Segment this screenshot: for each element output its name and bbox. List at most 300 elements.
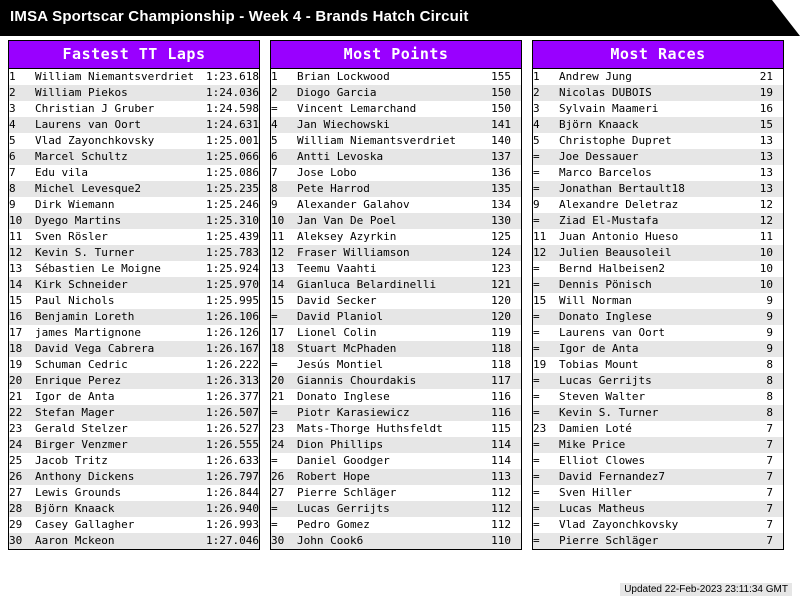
table-row [9,357,259,373]
row-driver-name: Lucas Gerrijts [297,501,477,517]
row-position: = [533,501,559,517]
row-value: 7 [766,422,773,435]
table-row [9,101,259,117]
row-position: 2 [271,85,297,101]
row-position: 2 [9,85,35,101]
row-value: 1:25.439 [206,230,259,243]
row-value: 10 [759,262,773,275]
table-row [271,373,521,389]
row-driver-name: Juan Antonio Hueso [559,230,679,243]
row-position: 24 [9,437,35,453]
table-row [271,293,521,309]
row-value: 1:26.797 [197,469,259,485]
table-row [9,437,259,453]
row-position: 7 [271,166,278,179]
row-position: = [533,486,540,499]
table-row [9,341,259,357]
row-position: 22 [9,405,35,421]
row-position: 6 [271,149,297,165]
row-driver-name: Antti Levoska [297,149,477,165]
row-position: 4 [9,117,35,133]
table-row [533,533,783,549]
row-driver-name: Vincent Lemarchand [297,102,417,115]
row-position: = [533,341,559,357]
table-row [271,533,521,549]
row-value: 120 [477,309,521,325]
row-value: 1:25.246 [206,198,259,211]
row-value: 1:26.126 [206,326,259,339]
row-value: 1:25.783 [197,245,259,261]
row-driver-name: Andrew Jung [559,70,632,83]
row-driver-name: Igor de Anta [559,341,739,357]
row-value: 118 [491,358,511,371]
row-value: 112 [491,486,511,499]
row-position: 15 [533,294,547,307]
row-position: = [533,309,559,325]
row-position: = [533,326,540,339]
row-value: 1:26.940 [197,501,259,517]
row-driver-name: Alexandre Deletraz [559,198,679,211]
table-row [533,101,783,117]
table-row [9,533,259,549]
row-position: 20 [271,373,297,389]
row-driver-name: Mike Price [559,437,739,453]
row-value: 13 [759,134,773,147]
row-driver-name: Dirk Wiemann [35,198,115,211]
row-value: 10 [739,245,783,261]
table-row [271,101,521,117]
row-driver-name: Stefan Mager [35,405,197,421]
table-row [9,229,259,245]
row-position: = [533,405,559,421]
row-driver-name: Aaron Mckeon [35,533,197,549]
row-value: 1:25.086 [206,166,259,179]
row-value: 115 [491,422,511,435]
row-value: 12 [739,213,783,229]
table-row [9,517,259,533]
row-value: 1:26.106 [197,309,259,325]
row-position: 26 [271,469,297,485]
row-value: 11 [759,230,773,243]
row-value: 116 [491,390,511,403]
table-row [9,197,259,213]
row-position: = [271,501,297,517]
row-position: 10 [9,213,35,229]
row-position: = [533,166,540,179]
row-value: 1:27.046 [197,533,259,549]
row-driver-name: Jacob Tritz [35,454,108,467]
row-position: 1 [533,70,540,83]
table-row [9,165,259,181]
table-row [9,117,259,133]
row-driver-name: Laurens van Oort [559,326,665,339]
table-row [533,165,783,181]
table-row [271,245,521,261]
row-driver-name: David Vega Cabrera [35,341,197,357]
row-value: 150 [491,102,511,115]
row-driver-name: Brian Lockwood [297,70,390,83]
row-position: 21 [9,390,23,403]
table-row [9,133,259,149]
row-value: 140 [491,134,511,147]
updated-timestamp: Updated 22-Feb-2023 23:11:34 GMT [620,583,792,596]
row-position: 28 [9,501,35,517]
row-value: 9 [766,294,773,307]
table-row [533,229,783,245]
row-driver-name: Jan Wiechowski [297,117,477,133]
table-row [533,261,783,277]
row-position: = [271,358,278,371]
row-driver-name: Jesús Montiel [297,358,384,371]
row-value: 13 [739,181,783,197]
table-row [9,469,259,485]
table-row [271,453,521,469]
table-most-races [533,69,783,549]
row-value: 112 [491,518,511,531]
table-row [533,373,783,389]
row-position: 27 [9,486,23,499]
table-row [271,149,521,165]
panel-most-races [532,40,784,550]
row-value: 1:25.995 [206,294,259,307]
row-value: 1:25.970 [197,277,259,293]
table-row [533,277,783,293]
row-position: = [533,518,540,531]
row-driver-name: William Niemantsverdriet [297,134,456,147]
table-row [533,213,783,229]
row-position: = [533,469,559,485]
row-value: 7 [766,486,773,499]
table-row [533,309,783,325]
row-driver-name: Lionel Colin [297,326,377,339]
panel-title-fastest-tt-laps: Fastest TT Laps [9,41,259,69]
row-driver-name: Edu vila [35,166,88,179]
row-position: = [271,405,297,421]
row-value: 7 [766,454,773,467]
table-row [271,341,521,357]
table-row [533,245,783,261]
row-driver-name: Mats-Thorge Huthsfeldt [297,422,443,435]
table-row [533,341,783,357]
row-value: 118 [477,341,521,357]
table-row [533,357,783,373]
row-position: = [533,454,540,467]
corner-cut-decoration [772,0,800,36]
row-position: 21 [271,390,285,403]
row-value: 1:23.618 [206,70,259,83]
row-position: 10 [271,213,297,229]
row-position: = [533,533,559,549]
row-position: 4 [271,117,297,133]
table-row [9,309,259,325]
row-value: 130 [477,213,521,229]
row-driver-name: Dion Phillips [297,437,477,453]
table-row [271,165,521,181]
table-row [271,501,521,517]
row-driver-name: Ziad El-Mustafa [559,213,739,229]
page-title: IMSA Sportscar Championship - Week 4 - Brands Hatch Circuit [10,8,469,25]
table-row [271,85,521,101]
row-position: 14 [9,277,35,293]
row-position: 26 [9,469,35,485]
row-position: 5 [9,134,16,147]
table-row [533,421,783,437]
row-driver-name: Damien Loté [559,422,632,435]
row-position: 5 [271,134,278,147]
row-position: 5 [533,134,540,147]
row-position: 9 [9,198,16,211]
row-driver-name: Elliot Clowes [559,454,646,467]
row-driver-name: Robert Hope [297,469,477,485]
row-driver-name: Tobias Mount [559,358,639,371]
row-value: 150 [477,85,521,101]
row-position: 4 [533,117,559,133]
table-row [271,469,521,485]
row-value: 1:26.993 [206,518,259,531]
row-value: 1:25.066 [197,149,259,165]
row-value: 134 [491,198,511,211]
table-row [271,357,521,373]
row-driver-name: Pierre Schläger [559,533,739,549]
row-value: 141 [477,117,521,133]
table-row [9,325,259,341]
row-driver-name: Teemu Vaahti [297,262,377,275]
row-driver-name: Laurens van Oort [35,117,197,133]
row-position: 9 [271,198,278,211]
table-row [533,405,783,421]
row-position: = [533,213,559,229]
table-row [271,133,521,149]
table-row [533,133,783,149]
row-value: 1:24.036 [197,85,259,101]
row-value: 1:25.924 [206,262,259,275]
table-row [9,485,259,501]
row-driver-name: Björn Knaack [559,117,739,133]
row-value: 8 [739,373,783,389]
row-value: 136 [491,166,511,179]
table-row [271,405,521,421]
row-driver-name: Piotr Karasiewicz [297,405,477,421]
row-position: 9 [533,198,540,211]
row-driver-name: David Secker [297,294,377,307]
table-row [271,421,521,437]
row-position: 24 [271,437,297,453]
row-driver-name: Björn Knaack [35,501,197,517]
row-value: 1:26.555 [197,437,259,453]
row-driver-name: Jose Lobo [297,166,357,179]
row-position: 17 [271,326,285,339]
row-driver-name: Julien Beausoleil [559,245,739,261]
table-row [533,117,783,133]
table-row [533,293,783,309]
row-value: 9 [739,309,783,325]
table-row [533,485,783,501]
row-value: 125 [491,230,511,243]
row-position: 30 [271,533,297,549]
row-value: 8 [739,405,783,421]
row-driver-name: Alexander Galahov [297,198,410,211]
row-position: 7 [9,166,16,179]
row-driver-name: Pierre Schläger [297,486,397,499]
row-driver-name: Joe Dessauer [559,149,739,165]
table-row [9,421,259,437]
row-value: 112 [477,501,521,517]
row-driver-name: Pete Harrod [297,181,477,197]
row-driver-name: Dennis Pönisch [559,277,739,293]
row-position: 14 [271,277,297,293]
table-row [9,277,259,293]
table-row [271,325,521,341]
row-driver-name: Pedro Gomez [297,518,370,531]
table-body-fastest-tt-laps [9,69,259,549]
table-row [9,453,259,469]
row-value: 121 [477,277,521,293]
row-position: 13 [9,262,23,275]
table-row [9,373,259,389]
row-driver-name: Vlad Zayonchkovsky [35,134,155,147]
row-value: 19 [739,85,783,101]
row-value: 120 [491,294,511,307]
row-position: = [271,518,278,531]
row-driver-name: Gianluca Belardinelli [297,277,477,293]
row-position: 3 [533,102,540,115]
row-value: 9 [739,341,783,357]
table-row [271,197,521,213]
row-value: 116 [477,405,521,421]
row-position: 11 [9,230,23,243]
row-value: 1:26.222 [206,358,259,371]
table-most-points [271,69,521,549]
row-driver-name: Gerald Stelzer [35,422,128,435]
row-position: 23 [9,422,23,435]
row-value: 1:25.235 [197,181,259,197]
table-row [533,85,783,101]
table-row [271,437,521,453]
row-value: 1:26.377 [206,390,259,403]
row-driver-name: Casey Gallagher [35,518,135,531]
row-value: 8 [766,390,773,403]
row-value: 13 [759,166,773,179]
row-driver-name: Marcel Schultz [35,149,197,165]
table-row [271,117,521,133]
table-row [271,229,521,245]
table-row [271,69,521,85]
row-driver-name: Birger Venzmer [35,437,197,453]
row-driver-name: Giannis Chourdakis [297,373,477,389]
row-value: 1:26.844 [206,486,259,499]
row-driver-name: Sylvain Maameri [559,102,659,115]
row-value: 114 [491,454,511,467]
row-value: 1:24.631 [197,117,259,133]
table-row [533,501,783,517]
row-position: 3 [9,102,16,115]
table-row [9,501,259,517]
row-driver-name: Paul Nichols [35,294,115,307]
panel-title-most-races: Most Races [533,41,783,69]
row-value: 7 [739,501,783,517]
table-row [271,309,521,325]
row-position: 18 [9,341,35,357]
row-driver-name: Lucas Matheus [559,501,739,517]
panel-fastest-tt-laps [8,40,260,550]
row-value: 110 [477,533,521,549]
row-driver-name: Donato Inglese [559,309,739,325]
table-row [271,277,521,293]
row-driver-name: Enrique Perez [35,373,197,389]
row-value: 7 [739,469,783,485]
row-position: 16 [9,309,35,325]
table-row [271,485,521,501]
row-position: 13 [271,262,285,275]
row-value: 117 [477,373,521,389]
row-value: 1:25.001 [206,134,259,147]
row-position: 30 [9,533,35,549]
table-row [9,261,259,277]
row-value: 13 [739,149,783,165]
row-position: = [533,277,559,293]
row-driver-name: Stuart McPhaden [297,341,477,357]
row-value: 7 [739,437,783,453]
row-driver-name: Dyego Martins [35,213,197,229]
row-position: 23 [271,422,285,435]
row-position: = [271,454,278,467]
row-value: 12 [759,198,773,211]
row-position: 1 [9,70,16,83]
table-row [9,85,259,101]
table-row [271,213,521,229]
table-row [533,69,783,85]
table-row [9,181,259,197]
row-position: 12 [9,245,35,261]
row-driver-name: Diogo Garcia [297,85,477,101]
row-driver-name: Nicolas DUBOIS [559,85,739,101]
table-row [9,213,259,229]
row-driver-name: Marco Barcelos [559,166,652,179]
row-driver-name: james Martignone [35,326,141,339]
table-row [9,389,259,405]
table-row [9,149,259,165]
table-row [271,261,521,277]
row-position: 11 [271,230,285,243]
row-position: = [533,149,559,165]
row-value: 1:26.167 [197,341,259,357]
row-driver-name: John Cook6 [297,533,477,549]
row-value: 1:24.598 [206,102,259,115]
table-row [9,293,259,309]
table-body-most-points [271,69,521,549]
row-position: = [533,262,540,275]
table-row [533,453,783,469]
table-row [9,405,259,421]
row-position: = [533,437,559,453]
row-position: 19 [9,358,23,371]
row-driver-name: Kirk Schneider [35,277,197,293]
row-position: 12 [533,245,559,261]
row-driver-name: Sébastien Le Moigne [35,262,161,275]
row-driver-name: Will Norman [559,294,632,307]
row-value: 7 [739,533,783,549]
row-driver-name: Steven Walter [559,390,646,403]
row-driver-name: Kevin S. Turner [35,245,197,261]
row-position: 15 [9,294,23,307]
row-driver-name: Fraser Williamson [297,245,477,261]
table-row [271,517,521,533]
row-value: 7 [766,518,773,531]
row-driver-name: Kevin S. Turner [559,405,739,421]
table-row [271,389,521,405]
row-driver-name: Jonathan Bertault18 [559,181,739,197]
row-value: 8 [766,358,773,371]
